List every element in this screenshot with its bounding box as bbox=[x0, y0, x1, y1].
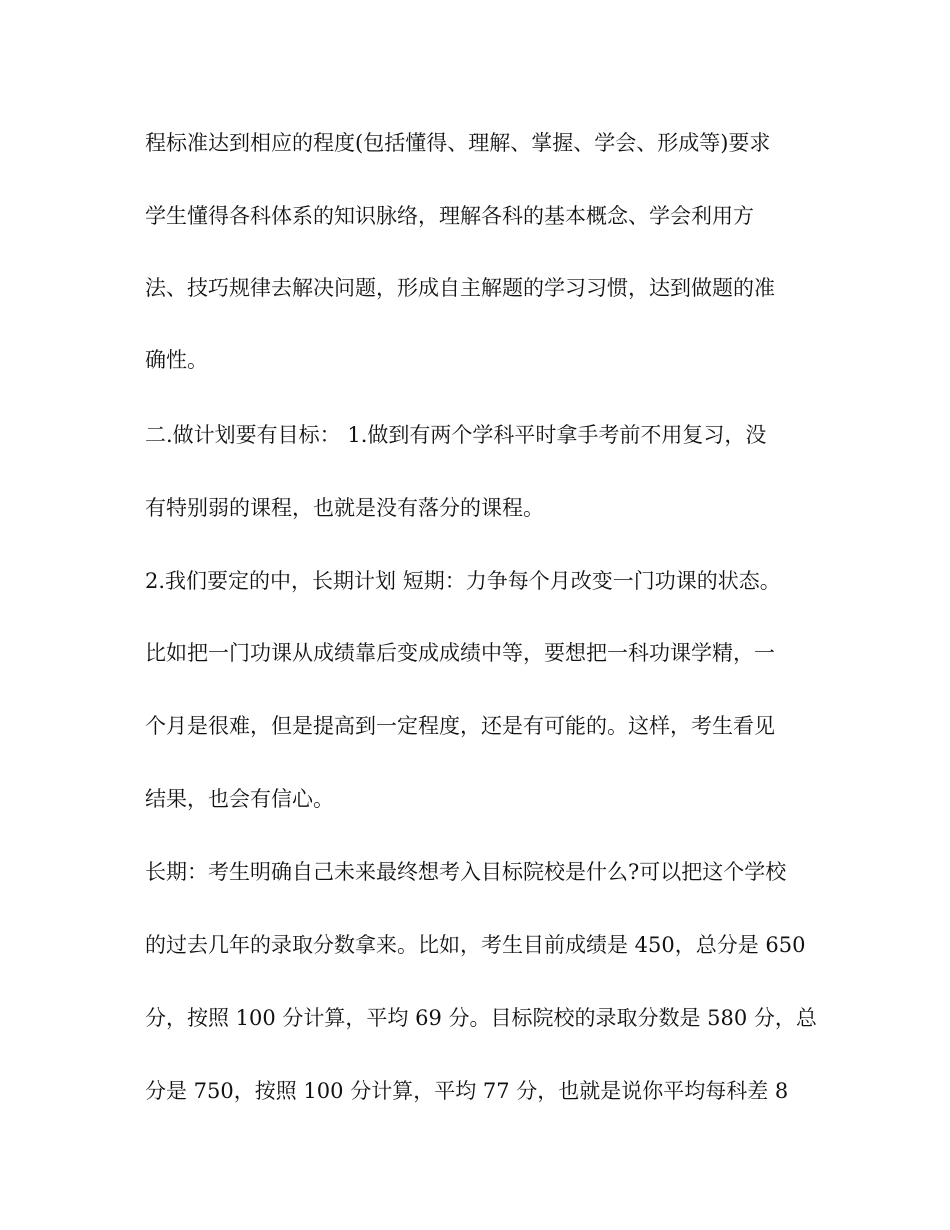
text-line: 学生懂得各科体系的知识脉络，理解各科的基本概念、学会利用方 bbox=[145, 204, 754, 228]
text-line: 结果，也会有信心。 bbox=[145, 787, 334, 811]
text-line: 确性。 bbox=[145, 348, 208, 372]
text-line: 比如把一门功课从成绩靠后变成成绩中等，要想把一科功课学精，一 bbox=[145, 641, 775, 665]
text-line: 有特别弱的课程，也就是没有落分的课程。 bbox=[145, 496, 544, 520]
text-line: 二.做计划要有目标： 1.做到有两个学科平时拿手考前不用复习，没 bbox=[145, 423, 767, 447]
text-line: 分是 750，按照 100 分计算，平均 77 分，也就是说你平均每科差 8 bbox=[145, 1079, 789, 1103]
text-line: 程标准达到相应的程度(包括懂得、理解、掌握、学会、形成等)要求 bbox=[145, 131, 771, 155]
text-line: 法、技巧规律去解决问题，形成自主解题的学习习惯，达到做题的准 bbox=[145, 276, 775, 300]
text-line: 的过去几年的录取分数拿来。比如，考生目前成绩是 450，总分是 650 bbox=[145, 933, 806, 957]
text-line: 分，按照 100 分计算，平均 69 分。目标院校的录取分数是 580 分，总 bbox=[145, 1006, 817, 1030]
text-line: 2.我们要定的中，长期计划 短期：力争每个月改变一门功课的状态。 bbox=[145, 569, 781, 593]
text-line: 长期：考生明确自己未来最终想考入目标院校是什么?可以把这个学校 bbox=[145, 860, 787, 884]
text-line: 个月是很难，但是提高到一定程度，还是有可能的。这样，考生看见 bbox=[145, 714, 775, 738]
